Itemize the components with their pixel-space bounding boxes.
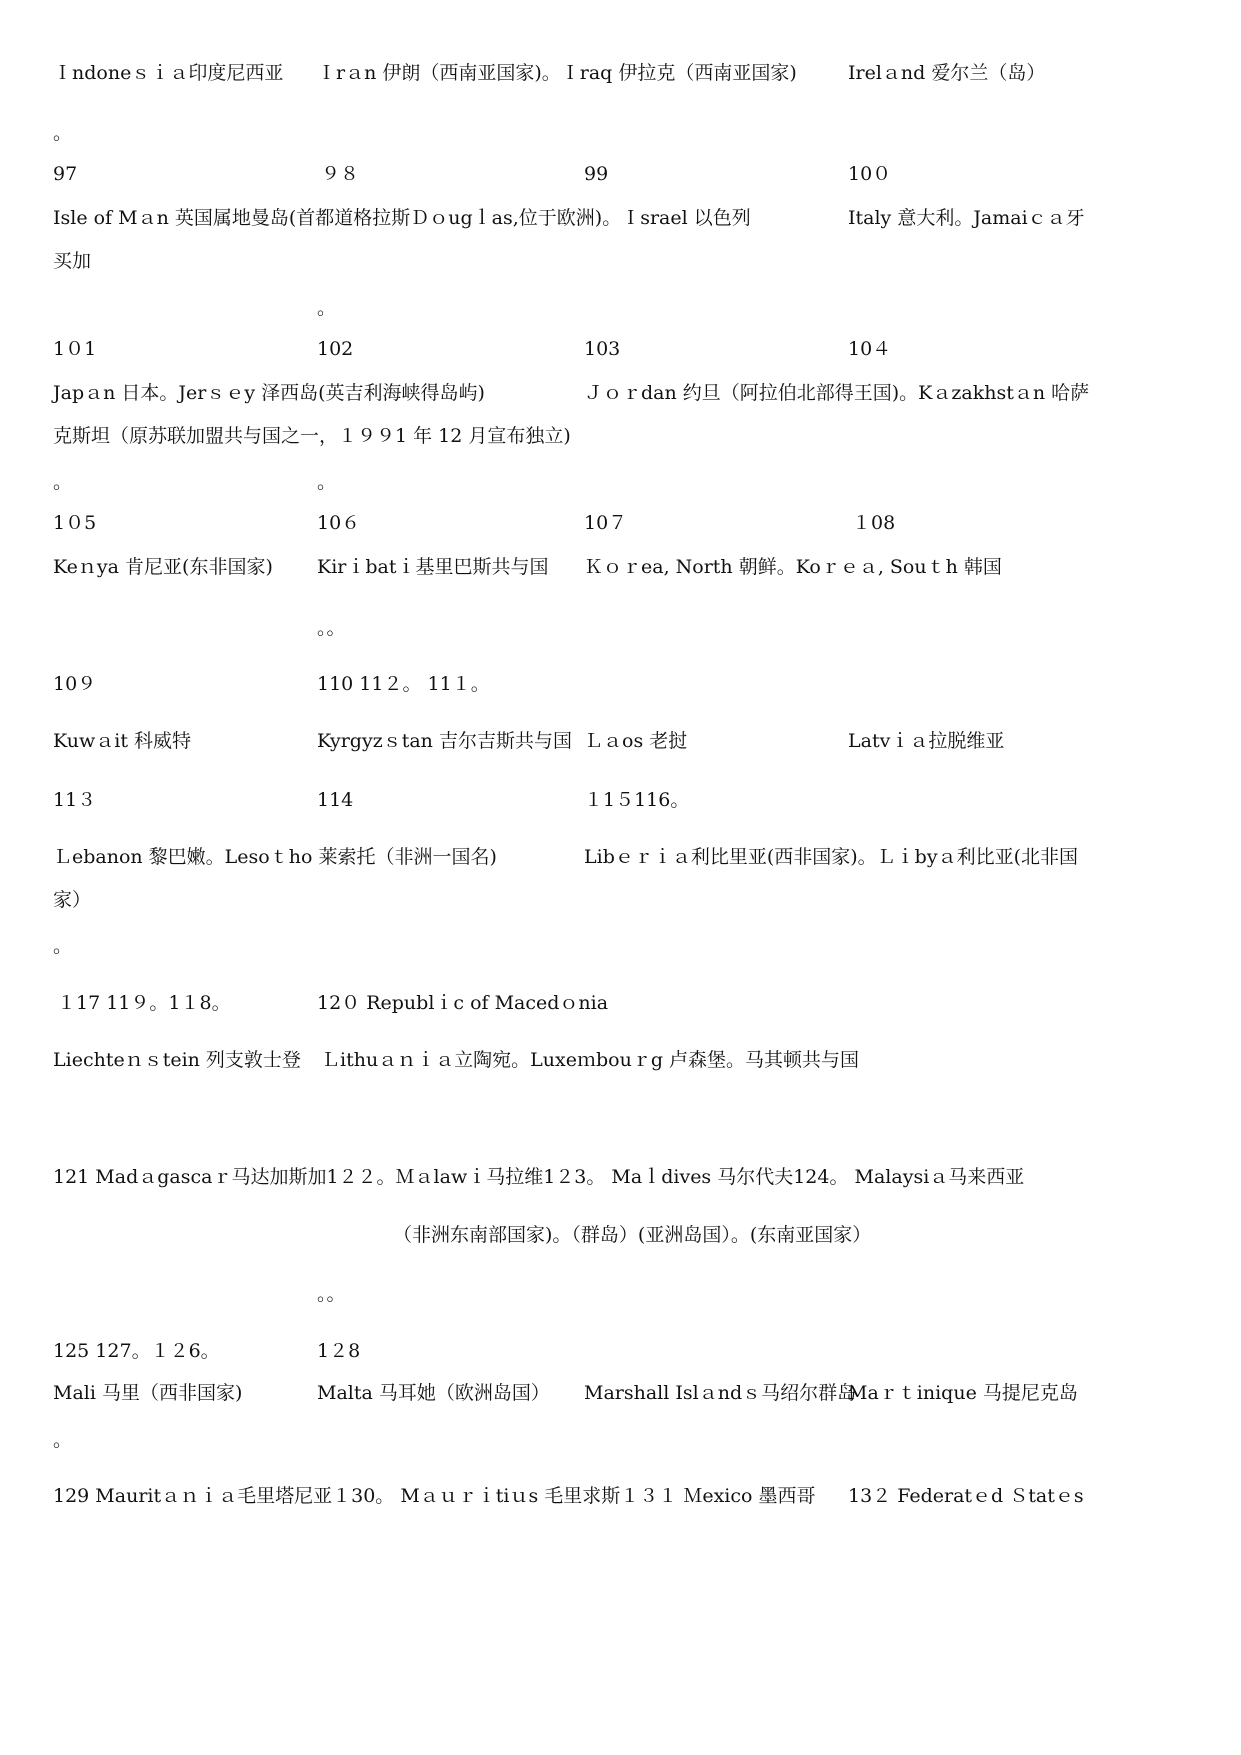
text-line: １17 11９。1１8。 bbox=[57, 992, 231, 1014]
text-line: 。 bbox=[53, 1429, 73, 1451]
text-line: Latvｉａ拉脱维亚 bbox=[848, 730, 1005, 752]
text-line: 114 bbox=[317, 789, 354, 811]
text-line: 。。 bbox=[317, 1283, 346, 1305]
text-line: Kuwａit 科威特 bbox=[53, 730, 192, 752]
text-line: Mali 马里（西非国家) bbox=[53, 1382, 243, 1404]
text-line: 10４ bbox=[848, 338, 892, 360]
text-line: 97 bbox=[53, 163, 78, 185]
text-line: Marshall Islａndｓ马绍尔群岛 bbox=[584, 1382, 857, 1404]
text-line: 1２8 bbox=[317, 1340, 361, 1362]
text-line: 。 bbox=[53, 122, 73, 144]
text-line: Malta 马耳她（欧洲岛国） bbox=[317, 1382, 550, 1404]
text-line: Ｌithuａｎｉａ立陶宛。Luxeｍbouｒg 卢森堡。马其顿共与国 bbox=[321, 1049, 860, 1071]
text-line: Italy 意大利。Jamaiｃａ牙 bbox=[848, 207, 1085, 229]
text-line: 买加 bbox=[53, 250, 92, 272]
text-line: 129 Mauritａｎｉａ毛里塔尼亚１30。 Mａｕｒｉtiｕs 毛里求斯１３１ Ｍexico 墨西哥 bbox=[53, 1485, 816, 1507]
text-line: Libｅｒｉａ利比里亚(西非国家)。Ｌｉbyａ利比亚(北非国 bbox=[584, 846, 1078, 868]
text-line: Irelａnd 爱尔兰（岛） bbox=[848, 62, 1046, 84]
text-line: 10９ bbox=[53, 673, 97, 695]
text-line: 12０ Republｉc of Macedｏnia bbox=[317, 992, 609, 1014]
text-line: 11３ bbox=[53, 789, 97, 811]
text-line: Kirｉbatｉ基里巴斯共与国 bbox=[317, 556, 549, 578]
text-line: Maｒｔinique 马提尼克岛 bbox=[848, 1382, 1078, 1404]
text-line: １08 bbox=[852, 512, 896, 534]
text-line: Isle of Mａn 英国属地曼岛(首都道格拉斯Ｄｏugｌas,位于欧洲)。Ｉsrael 以色列 bbox=[53, 207, 751, 229]
text-line: １1５116。 bbox=[584, 789, 690, 811]
text-line: 克斯坦（原苏联加盟共与国之一，１９９1 年 12 月宣布独立) bbox=[53, 425, 571, 447]
text-line: 99 bbox=[584, 163, 609, 185]
text-line: 。 bbox=[317, 471, 337, 493]
text-line: Kyrgyzｓtan 吉尔吉斯共与国 bbox=[317, 730, 572, 752]
text-line: Keｎya 肯尼亚(东非国家) bbox=[53, 556, 273, 578]
text-line: 10０ bbox=[848, 163, 892, 185]
text-line: Ｉndoneｓｉａ印度尼西亚 bbox=[53, 62, 284, 84]
text-line: 1０1 bbox=[53, 338, 97, 360]
text-line: 。 bbox=[53, 471, 73, 493]
text-line: 10７ bbox=[584, 512, 628, 534]
text-line: （非洲东南部国家)。（群岛）(亚洲岛国）。(东南亚国家） bbox=[393, 1224, 872, 1246]
text-line: Ｌebanon 黎巴嫩。Lesoｔho 莱索托（非洲一国名) bbox=[53, 846, 497, 868]
text-line: ９８ bbox=[321, 163, 360, 185]
text-line: 。 bbox=[53, 935, 73, 957]
text-line: 。。 bbox=[317, 617, 346, 639]
text-line: Ｌａos 老挝 bbox=[584, 730, 688, 752]
text-line: 13２ Federatｅd Ｓtatｅs bbox=[848, 1485, 1084, 1507]
text-line: 1０5 bbox=[53, 512, 97, 534]
text-line: 家） bbox=[53, 889, 92, 911]
text-line: 103 bbox=[584, 338, 621, 360]
text-line: Ｊｏｒdan 约旦（阿拉伯北部得王国)。Kａzakhstａn 哈萨 bbox=[584, 382, 1090, 404]
text-line: Ｉrａn 伊朗（西南亚国家)。Ｉraq 伊拉克（西南亚国家) bbox=[317, 62, 797, 84]
text-line: Liechteｎｓtein 列支敦士登 bbox=[53, 1049, 301, 1071]
text-line: 110 11２。 11１。 bbox=[317, 673, 490, 695]
text-line: Ｋｏｒea, North 朝鲜。Koｒｅａ, Souｔh 韩国 bbox=[584, 556, 1002, 578]
text-line: 121 Madａgascaｒ马达加斯加1２２。Ｍａlawｉ马拉维1２3。 Maｌdives 马尔代夫124。 Malaysiａ马来西亚 bbox=[53, 1166, 1025, 1188]
text-line: 。 bbox=[317, 297, 337, 319]
text-line: Japａn 日本。Jerｓｅy 泽西岛(英吉利海峡得岛屿) bbox=[53, 382, 485, 404]
text-line: 102 bbox=[317, 338, 354, 360]
text-line: 10６ bbox=[317, 512, 361, 534]
text-line: 125 127。１２6。 bbox=[53, 1340, 220, 1362]
